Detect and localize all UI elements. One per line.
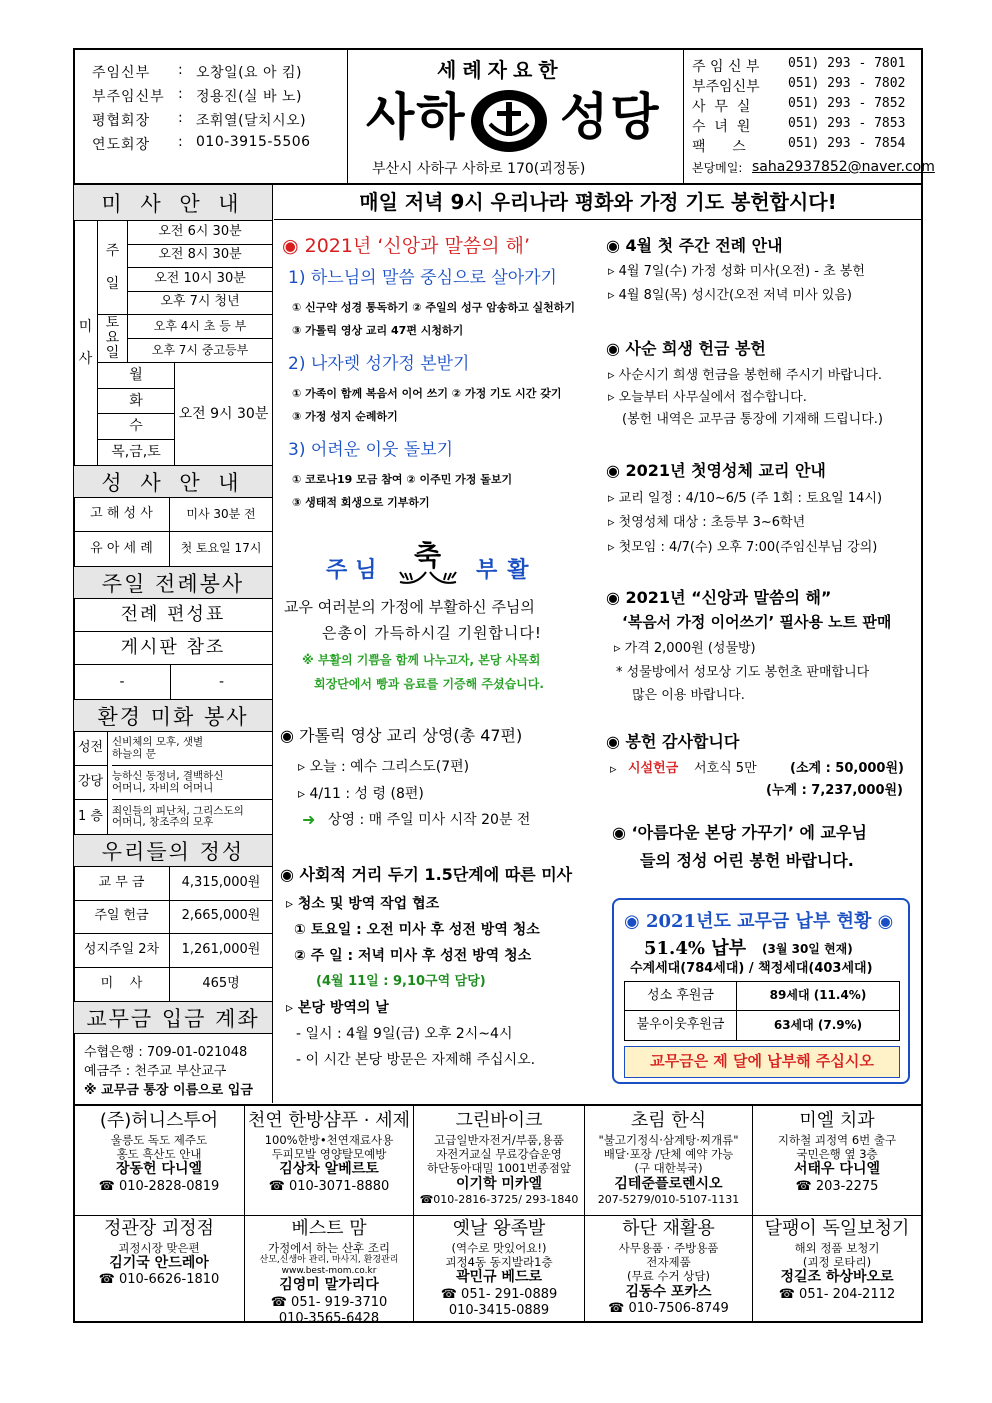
offering-table	[74, 867, 272, 1001]
ad-desc: 배달·포장 /단체 예약 가능	[603, 1146, 734, 1161]
account-note: ※ 교무금 통장 이름으로 입금	[84, 1083, 253, 1098]
ad-desc: 100%한방•천연재료사용	[264, 1132, 394, 1147]
weekday-label: 목,금,토	[111, 444, 161, 461]
staff-colon: :	[178, 86, 183, 102]
notebook-line-3: 많은 이용 바랍니다.	[632, 688, 745, 703]
notebook-line-1: ▹ 가격 2,000원 (성물방)	[614, 641, 756, 656]
env-table	[74, 732, 272, 834]
beauty-line-2: 들의 정성 어린 봉헌 바랍니다.	[640, 851, 854, 870]
sunday-mass-time: 오전 10시 30분	[128, 268, 272, 292]
ad-owner: 김기국 안드레아	[109, 1254, 209, 1271]
ad-block	[414, 1110, 584, 1214]
ad-desc: 괴정시장 맞은편	[118, 1240, 200, 1255]
ad-owner: 곽민규 베드로	[455, 1269, 543, 1286]
easter-mark: 축	[414, 539, 442, 572]
ad-phone[interactable]: ☎010-2816-3725/ 293-1840	[419, 1193, 579, 1207]
easter-note-2: 회장단에서 빵과 음료를 기증해 주셨습니다.	[314, 677, 544, 691]
ad-desc: (구 대한북국)	[634, 1161, 703, 1176]
staff-role: 연도회장	[92, 137, 151, 153]
dues-percent: 51.4% 납부	[644, 938, 746, 959]
ad-phone-2[interactable]: 010-3415-0889	[448, 1303, 550, 1318]
church-address: 부산시 사하구 사하로 170(괴정동)	[372, 161, 586, 177]
video-line-3: 상영 : 매 주일 미사 시작 20분 전	[328, 812, 531, 828]
env-title: 환경 미화 봉사	[74, 700, 272, 732]
liturgy-dash-1: -	[74, 665, 171, 699]
distance-sub-2: ▹ 본당 방역의 날	[286, 1000, 389, 1016]
ad-desc: 하단동아대밀 1001번종점앞	[426, 1161, 571, 1176]
distance-clean-2: ② 주 일 : 저녁 미사 후 성전 방역 청소	[294, 948, 532, 964]
ad-title: 베스트 맘	[291, 1218, 367, 1239]
communion-line-1: ▹ 교리 일정 : 4/10~6/5 (주 1회 : 토요일 14시)	[608, 491, 883, 506]
lent-line-3: (봉헌 내역은 교무금 통장에 기재해 드립니다.)	[622, 412, 883, 427]
ad-phone[interactable]: ☎ 010-3071-8880	[268, 1178, 390, 1194]
offering-value: 465명	[202, 975, 240, 991]
ad-desc: 산모,신생아 관리, 마사지, 환경관리	[259, 1254, 399, 1265]
easter-line-1: 교우 여러분의 가정에 부활하신 주님의	[284, 598, 535, 616]
distance-clean-1: ① 토요일 : 오전 미사 후 성전 방역 청소	[294, 922, 540, 938]
ad-desc: (괴정 로타리)	[802, 1254, 872, 1269]
contact-phone[interactable]: 051) 293 - 7801	[788, 56, 906, 71]
easter-note-1: ※ 부활의 기쁨을 함께 나누고자, 본당 사목회	[302, 653, 541, 667]
april-line-2: ▹ 4월 8일(목) 성시간(오전 저녁 미사 있음)	[608, 288, 852, 303]
video-heading: ◉ 가톨릭 영상 교리 상영(총 47편)	[280, 726, 523, 745]
dues-row-2-label: 불우이웃후원금	[625, 1011, 737, 1040]
sacrament-value: 미사 30분 전	[170, 498, 272, 532]
dues-title: ◉ 2021년도 교무금 납부 현황 ◉	[624, 911, 894, 932]
ad-desc: 지하철 괴정역 6번 출구	[777, 1132, 897, 1147]
theme-item-line: ① 신구약 성경 통독하기 ② 주일의 성구 암송하고 실천하기	[292, 301, 576, 314]
ad-desc: 국민은행 옆 3층	[796, 1146, 878, 1161]
contact-row	[692, 116, 920, 136]
ad-owner: 김영미 말가리다	[279, 1277, 379, 1294]
ad-desc: 두피모발 영양탈모예방	[271, 1146, 387, 1161]
ad-desc: (무료 수거 상담)	[627, 1269, 710, 1284]
staff-role: 부주임신부	[92, 89, 165, 105]
staff-row	[92, 62, 342, 84]
ad-owner: 이기학 미카엘	[455, 1175, 543, 1192]
theme-item-title: 1) 하느님의 말씀 중심으로 살아가기	[288, 268, 557, 288]
ad-title: 그린바이크	[455, 1110, 543, 1131]
ad-phone[interactable]: ☎ 203-2275	[795, 1178, 879, 1194]
contact-row	[692, 56, 920, 76]
staff-name: 조휘열(달치시오)	[196, 113, 307, 129]
church-title-left: 사하	[366, 88, 467, 146]
ad-block	[753, 1218, 921, 1322]
easter-line-2: 은총이 가득하시길 기원합니다!	[322, 624, 542, 642]
ad-block	[74, 1110, 244, 1214]
ad-desc: (역수로 맛있어요!)	[451, 1240, 547, 1255]
sacrament-title: 성 사 안 내	[74, 466, 272, 498]
thanks-bullet: ▹	[610, 762, 617, 777]
contact-row	[692, 136, 920, 156]
staff-colon: :	[178, 110, 183, 126]
thanks-subtotal: (소계 : 50,000원)	[790, 761, 904, 776]
env-value: 신비체의 모후, 샛별 하늘의 문	[112, 732, 272, 766]
offering-title: 우리들의 정성	[74, 835, 272, 867]
dues-table	[624, 981, 900, 1041]
dues-box	[612, 898, 910, 1084]
ad-desc: 자전거교실 무료강습운영	[436, 1146, 562, 1161]
env-value: 능하신 동정녀, 결백하신 어머니, 자비의 어머니	[112, 766, 272, 800]
sacrament-label: 고 해 성 사	[74, 498, 170, 532]
dues-row-2-value: 63세대 (7.9%)	[773, 1017, 863, 1032]
sacrament-table	[74, 498, 272, 566]
ad-title: 천연 한방샴푸 · 세제	[248, 1110, 410, 1131]
mass-col-label: 미 사	[74, 221, 98, 465]
ad-block	[245, 1218, 413, 1322]
thanks-total: (누계 : 7,237,000원)	[766, 783, 904, 798]
ad-owner: 정길조 하상바오로	[780, 1269, 894, 1286]
easter-greeting	[280, 540, 598, 702]
contact-label: 사 무 실	[692, 99, 751, 115]
liturgy-title: 주일 전례봉사	[74, 567, 272, 599]
ad-desc: 가정에서 하는 산후 조리	[267, 1240, 391, 1255]
ad-block	[753, 1110, 921, 1214]
ad-phone[interactable]: ☎ 010-6626-1810	[98, 1272, 220, 1288]
staff-row	[92, 86, 342, 108]
staff-row	[92, 134, 342, 156]
weekday-label: 월	[98, 363, 174, 389]
contact-row	[692, 96, 920, 116]
contact-phone[interactable]: 051) 293 - 7853	[788, 116, 906, 131]
dues-notice: 교무금은 제 달에 납부해 주십시오	[624, 1046, 900, 1078]
easter-word-2: 부활	[476, 558, 539, 583]
video-arrow-icon: ➜	[302, 810, 316, 829]
theme-item-title: 3) 어려운 이웃 돌보기	[288, 440, 454, 460]
offering-label: 주일 헌금	[74, 901, 170, 935]
prayer-banner: 매일 저녁 9시 우리나라 평화와 가정 기도 봉헌합시다!	[274, 186, 922, 220]
contact-label: 팩 스	[692, 139, 746, 155]
ad-desc: 해외 정품 보청기	[794, 1240, 880, 1255]
video-line-1: ▹ 오늘 : 예수 그리스도(7편)	[298, 759, 470, 775]
offering-label: 미 사	[74, 968, 170, 1002]
contact-phone[interactable]: 051) 293 - 7854	[788, 136, 906, 151]
offering-value: 2,665,000원	[170, 901, 272, 935]
theme-item-line: ① 가족이 함께 복음서 이어 쓰기 ② 가정 기도 시간 갖기	[292, 387, 562, 400]
ad-block	[414, 1218, 584, 1322]
offering-label: 성지주일 2차	[74, 934, 170, 968]
ad-block	[585, 1218, 752, 1322]
ad-title: 미엘 치과	[799, 1110, 875, 1131]
ad-owner: 김테준플로렌시오	[614, 1175, 723, 1192]
theme-item-line: ① 코로나19 모금 참여 ② 이주민 가정 돌보기	[292, 473, 513, 486]
email-label: 본당메일:	[692, 161, 743, 175]
contact-phone[interactable]: 051) 293 - 7852	[788, 96, 906, 111]
sacrament-label: 유 아 세 례	[74, 532, 170, 566]
dues-row-1-label: 성소 후원금	[625, 982, 737, 1011]
year-theme-heading: ◉ 2021년 ‘신앙과 말씀의 해’	[282, 235, 531, 257]
weekday-time: 오전 9시 30분	[174, 363, 272, 465]
email-link[interactable]: saha2937852@naver.com	[752, 159, 935, 175]
staff-name: 정용진(실 바 노)	[196, 89, 302, 105]
communion-heading: ◉ 2021년 첫영성체 교리 안내	[606, 461, 826, 480]
saturday-mass-time: 오후 4시 초 등 부	[128, 315, 272, 339]
sunday-label: 주 일	[98, 221, 128, 315]
beauty-line-1: ◉ ‘아름다운 본당 가꾸기’ 에 교우님	[612, 823, 867, 842]
notebook-heading-1: ◉ 2021년 “신앙과 말씀의 해”	[606, 588, 832, 607]
communion-line-2: ▹ 첫영성체 대상 : 초등부 3~6학년	[608, 515, 806, 530]
ad-desc: 울릉도 독도 제주도	[110, 1132, 208, 1147]
offering-value: 4,315,000원	[170, 867, 272, 901]
contact-label: 부주임신부	[692, 79, 760, 95]
ad-owner: 김동수 포카스	[625, 1283, 712, 1300]
sacrament-value: 첫 토요일 17시	[180, 541, 262, 556]
easter-word-1: 주님	[326, 558, 385, 583]
ad-desc: 고급일반자전거/부품,용품	[434, 1132, 564, 1147]
staff-name: 오창일(요 아 킴)	[196, 65, 302, 81]
mass-title: 미 사 안 내	[74, 185, 272, 221]
distance-clean-3: (4월 11일 : 9,10구역 담당)	[316, 974, 486, 989]
notebook-heading-2: ‘복음서 가정 이어쓰기’ 필사용 노트 판매	[622, 613, 892, 631]
ad-desc: 사무용품 · 주방용품	[618, 1240, 719, 1255]
ad-desc: 괴정4동 동지발라1층	[445, 1254, 553, 1269]
dues-row-1-value: 89세대 (11.4%)	[737, 982, 899, 1011]
sunday-mass-time: 오후 7시 청년	[128, 292, 272, 316]
ad-phone-2[interactable]: 010-3565-6428	[278, 1311, 380, 1322]
ad-block	[74, 1218, 244, 1322]
ad-phone[interactable]: ☎ 010-7506-8749	[608, 1301, 729, 1317]
mass-table	[74, 221, 272, 465]
env-value: 죄인들의 피난처, 그리스도의 어머니, 창조주의 모후	[112, 804, 244, 828]
staff-role: 평협회장	[92, 113, 151, 129]
thanks-label: 시설헌금	[628, 761, 679, 776]
liturgy-row-1: 전례 편성표	[74, 599, 272, 632]
ad-title: (주)허니스투어	[99, 1110, 219, 1131]
env-label: 1 층	[74, 800, 108, 834]
env-label: 성전	[74, 732, 108, 766]
thanks-heading: ◉ 봉헌 감사합니다	[606, 732, 740, 751]
dues-households: 수계세대(784세대) / 책정세대(403세대)	[630, 961, 873, 976]
ad-block	[585, 1110, 752, 1214]
distance-date-2: - 이 시간 본당 방문은 자제해 주십시오.	[296, 1052, 536, 1068]
offering-label: 교 무 금	[74, 867, 170, 901]
april-heading: ◉ 4월 첫 주간 전례 안내	[606, 236, 783, 255]
lent-line-1: ▹ 사순시기 희생 헌금을 봉헌해 주시기 바랍니다.	[608, 368, 883, 383]
weekday-label: 수	[98, 414, 174, 440]
lent-heading: ◉ 사순 희생 헌금 봉헌	[606, 339, 766, 358]
ad-desc: 전자제품	[646, 1254, 691, 1269]
saturday-mass-time: 오후 7시 중고등부	[128, 339, 272, 363]
contact-label: 주 임 신 부	[692, 59, 760, 75]
saturday-label: 토 요 일	[98, 315, 128, 363]
staff-row	[92, 110, 342, 132]
ad-block	[245, 1110, 413, 1214]
staff-colon: :	[178, 134, 183, 150]
offering-value: 1,261,000원	[170, 934, 272, 968]
staff-colon: :	[178, 62, 183, 78]
ad-owner: 김상차 알베르토	[279, 1161, 379, 1178]
theme-item-line: ③ 가정 성지 순례하기	[292, 410, 398, 423]
april-line-1: ▹ 4월 7일(수) 가정 성화 미사(오전) - 초 봉헌	[608, 264, 865, 279]
liturgy-row-2: 게시판 참조	[74, 632, 272, 665]
church-title-right: 성당	[560, 88, 661, 146]
ad-desc: "불고기정식·삼계탕·찌개류"	[598, 1132, 739, 1147]
env-label: 강당	[74, 766, 108, 800]
sunday-mass-time: 오전 8시 30분	[128, 245, 272, 269]
contact-phone[interactable]: 051) 293 - 7802	[788, 76, 906, 91]
ad-title: 초림 한식	[630, 1110, 707, 1131]
thanks-donor: 서호식 5만	[694, 761, 757, 776]
ad-owner: 장동헌 다니엘	[115, 1161, 203, 1178]
video-line-2: ▹ 4/11 : 성 령 (8편)	[298, 786, 424, 802]
account-bank: 수협은행 : 709-01-021048	[84, 1045, 248, 1060]
sunday-mass-time: 오전 6시 30분	[128, 221, 272, 245]
ad-phone[interactable]: ☎ 010-2828-0819	[98, 1178, 220, 1194]
ad-title: 하단 재활용	[622, 1218, 715, 1239]
ad-owner: 서태우 다니엘	[793, 1161, 881, 1178]
distance-sub-1: ▹ 청소 및 방역 작업 협조	[286, 896, 440, 912]
lent-line-2: ▹ 오늘부터 사무실에서 접수합니다.	[608, 390, 807, 405]
theme-item-line: ③ 가톨릭 영상 교리 47편 시청하기	[292, 324, 464, 337]
communion-line-3: ▹ 첫모임 : 4/7(수) 오후 7:00(주임신부님 강의)	[608, 540, 878, 555]
theme-item-line: ③ 생태적 회생으로 기부하기	[292, 496, 430, 509]
contact-label: 수 녀 원	[692, 119, 751, 135]
ad-title: 옛날 왕족발	[452, 1218, 546, 1239]
ad-phone[interactable]: 207-5279/010-5107-1131	[597, 1193, 740, 1207]
contact-row	[692, 76, 920, 96]
church-logo	[468, 88, 550, 154]
ad-title: 달팽이 독일보청기	[764, 1218, 910, 1239]
account-holder: 예금주 : 천주교 부산교구	[84, 1064, 227, 1079]
distance-heading: ◉ 사회적 거리 두기 1.5단계에 따른 미사	[280, 865, 573, 884]
staff-role: 주임신부	[92, 65, 151, 81]
dues-asof: (3월 30일 현재)	[762, 942, 853, 956]
account-title: 교무금 입금 계좌	[74, 1002, 272, 1034]
theme-item-title: 2) 나자렛 성가정 본받기	[288, 354, 470, 374]
ad-title: 정관장 괴정점	[103, 1218, 215, 1239]
header-subtitle: 세례자요한	[437, 58, 564, 82]
weekday-label: 화	[98, 389, 174, 415]
ad-desc: www.best-mom.co.kr	[281, 1266, 377, 1277]
ad-phone[interactable]: ☎ 051- 291-0889	[440, 1286, 558, 1302]
distance-date-1: - 일시 : 4월 9일(금) 오후 2시~4시	[296, 1026, 513, 1042]
liturgy-dash-2: -	[218, 673, 225, 690]
ad-desc: 홍도 흑산도 안내	[116, 1146, 202, 1161]
notebook-line-2: * 성물방에서 성모상 기도 봉헌초 판매합니다	[616, 665, 870, 680]
ad-phone[interactable]: ☎ 051- 204-2112	[778, 1286, 896, 1302]
ad-phone[interactable]: ☎ 051- 919-3710	[270, 1294, 388, 1310]
staff-name: 010-3915-5506	[196, 134, 311, 150]
